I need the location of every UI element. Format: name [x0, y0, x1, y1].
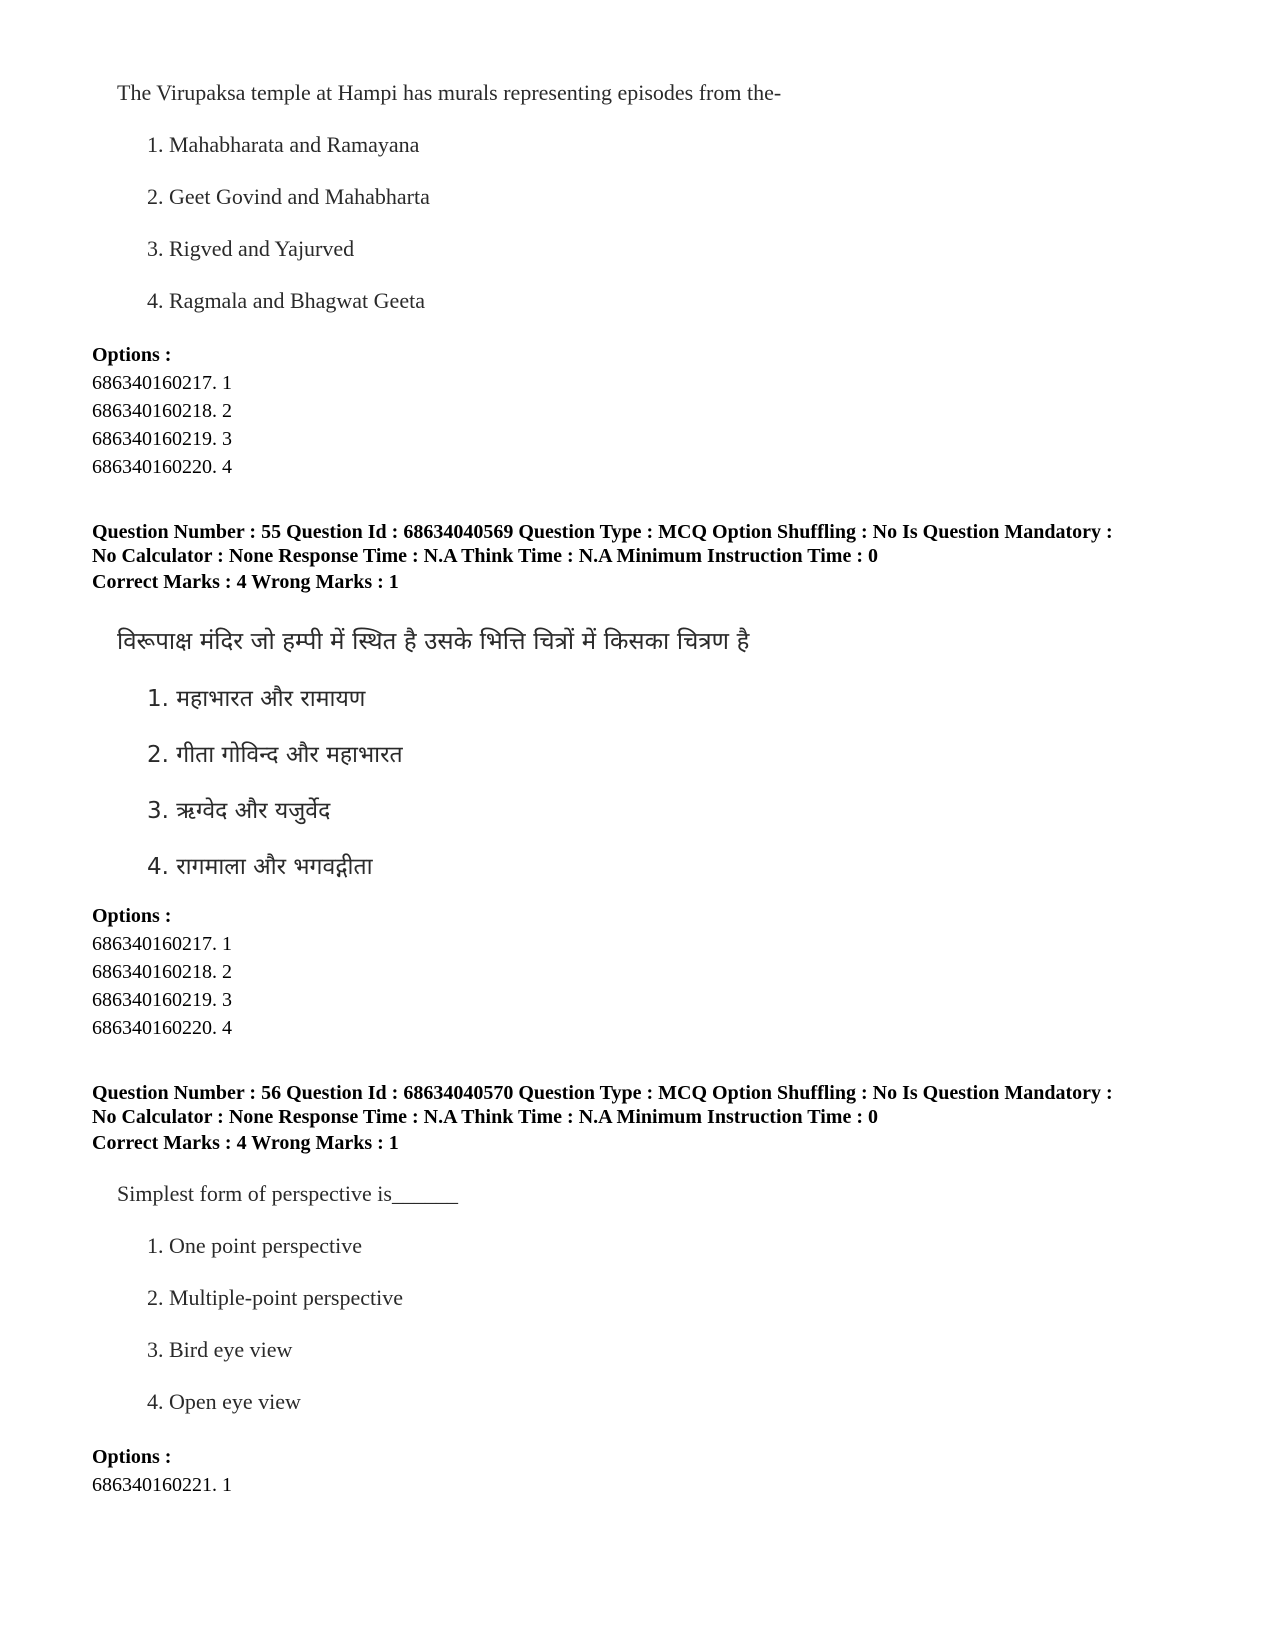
question-stem: The Virupaksa temple at Hampi has murals representing episodes from the-	[117, 80, 782, 105]
option-id-line: 686340160221. 1	[92, 1474, 232, 1496]
option-id-line: 686340160217. 1	[92, 933, 232, 955]
question-stem: विरूपाक्ष मंदिर जो हम्पी में स्थित है उसके भित्ति चित्रों में किसका चित्रण है	[117, 627, 750, 655]
question-stem: Simplest form of perspective is______	[117, 1181, 458, 1206]
choice-4: 4. Ragmala and Bhagwat Geeta	[147, 288, 425, 313]
question-meta-line-2: No Calculator : None Response Time : N.A Think Time : N.A Minimum Instruction Time : 0	[92, 1106, 878, 1128]
choice-1: 1. Mahabharata and Ramayana	[147, 132, 420, 157]
option-id-line: 686340160220. 4	[92, 1017, 232, 1039]
choice-2: 2. गीता गोविन्द और महाभारत	[147, 742, 403, 768]
question-meta	[92, 520, 1202, 568]
choice-1: 1. महाभारत और रामायण	[147, 686, 366, 712]
choice-1: 1. One point perspective	[147, 1233, 363, 1258]
option-id-line: 686340160217. 1	[92, 372, 232, 394]
options-label: Options :	[92, 1446, 172, 1468]
question-meta-line-1: Question Number : 55 Question Id : 68634040569 Question Type : MCQ Option Shuffling : No Is Question Mandatory :	[92, 521, 1113, 543]
option-id-line: 686340160219. 3	[92, 428, 232, 450]
options-label: Options :	[92, 905, 172, 927]
options-label: Options :	[92, 344, 172, 366]
choice-2: 2. Multiple-point perspective	[147, 1285, 403, 1310]
choice-3: 3. Bird eye view	[147, 1337, 293, 1362]
choice-3: 3. ऋग्वेद और यजुर्वेद	[147, 798, 331, 824]
option-id-line: 686340160218. 2	[92, 400, 232, 422]
choice-4: 4. Open eye view	[147, 1389, 301, 1414]
question-meta	[92, 1081, 1202, 1129]
option-id-line: 686340160220. 4	[92, 456, 232, 478]
question-marks: Correct Marks : 4 Wrong Marks : 1	[92, 1132, 399, 1154]
choice-3: 3. Rigved and Yajurved	[147, 236, 355, 261]
question-marks: Correct Marks : 4 Wrong Marks : 1	[92, 571, 399, 593]
choice-4: 4. रागमाला और भगवद्गीता	[147, 854, 373, 880]
option-id-line: 686340160219. 3	[92, 989, 232, 1011]
question-meta-line-1: Question Number : 56 Question Id : 68634040570 Question Type : MCQ Option Shuffling : No Is Question Mandatory :	[92, 1082, 1113, 1104]
question-meta-line-2: No Calculator : None Response Time : N.A Think Time : N.A Minimum Instruction Time : 0	[92, 545, 878, 567]
option-id-line: 686340160218. 2	[92, 961, 232, 983]
choice-2: 2. Geet Govind and Mahabharta	[147, 184, 430, 209]
